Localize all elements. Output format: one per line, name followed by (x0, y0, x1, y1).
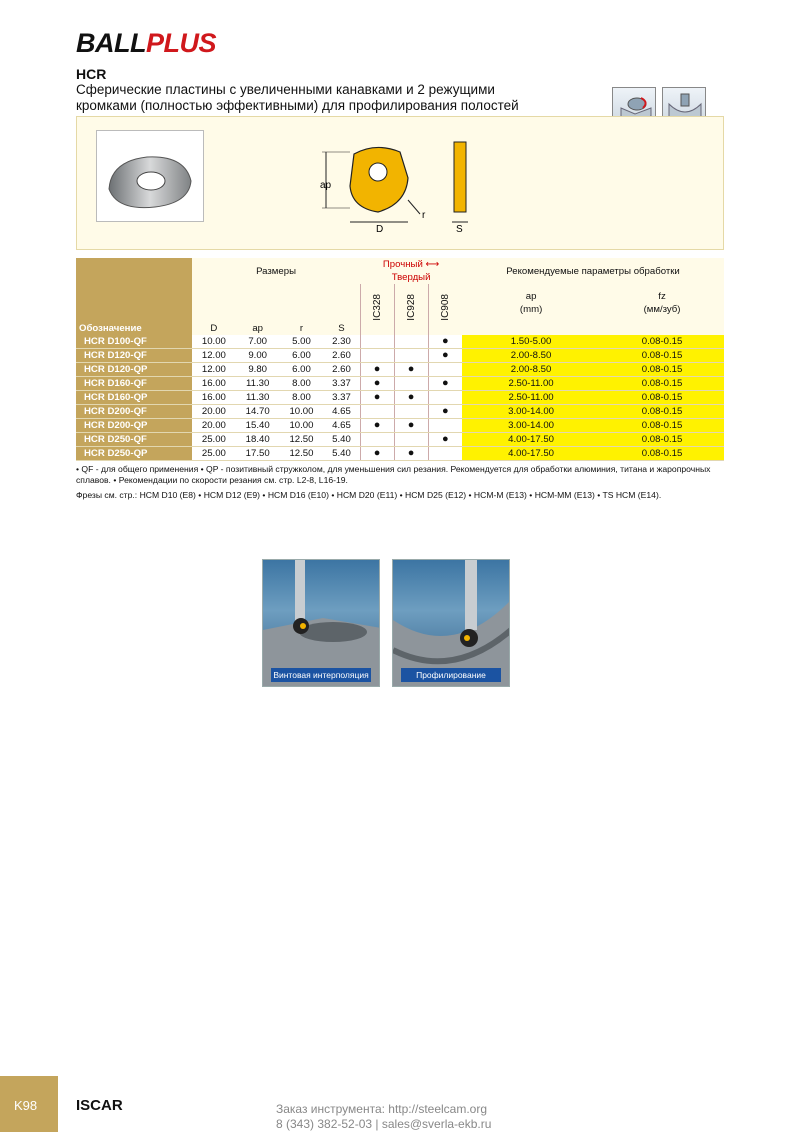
order-info (276, 1102, 491, 1132)
row-s: 3.37 (323, 391, 360, 405)
row-ap: 9.00 (236, 349, 280, 363)
row-grade-ic328 (360, 335, 394, 349)
row-d: 25.00 (192, 447, 236, 461)
row-code: HCR D160-QF (76, 377, 192, 391)
row-grade-ic928 (394, 349, 428, 363)
header-designation: Обозначение (76, 258, 192, 335)
row-code: HCR D250-QF (76, 433, 192, 447)
table-row (76, 419, 724, 433)
row-ap: 17.50 (236, 447, 280, 461)
row-ap-range: 2.00-8.50 (462, 349, 600, 363)
row-s: 2.30 (323, 335, 360, 349)
row-ap: 11.30 (236, 391, 280, 405)
row-s: 2.60 (323, 349, 360, 363)
row-grade-ic908: ● (428, 349, 462, 363)
grade-ic928: IC928 (405, 294, 417, 321)
row-ap-range: 2.00-8.50 (462, 363, 600, 377)
table-row (76, 391, 724, 405)
row-d: 16.00 (192, 377, 236, 391)
row-d: 10.00 (192, 335, 236, 349)
header-tough: Прочный (382, 259, 423, 270)
row-code: HCR D200-QF (76, 405, 192, 419)
row-r: 6.00 (280, 363, 324, 377)
table-row (76, 335, 724, 349)
order-url: Заказ инструмента: http://steelcam.org (276, 1102, 488, 1116)
cutter-references: Фрезы см. стр.: HCM D10 (E8) • HCM D12 (E9) • HCM D16 (E10) • HCM D20 (E11) • HCM D25 (E12) • HCM-M (E13) • HCM-MM (E13) • TS HCM (E14). (76, 490, 662, 500)
row-s: 4.65 (323, 419, 360, 433)
page-number: K98 (0, 1076, 58, 1132)
product-description: Сферические пластины с увеличенными канавками и 2 режущими кромками (полностью эффективными) для профилирования полостей (76, 82, 519, 113)
row-r: 5.00 (280, 335, 324, 349)
row-fz: 0.08-0.15 (600, 349, 724, 363)
row-d: 12.00 (192, 363, 236, 377)
table-row (76, 363, 724, 377)
notes: • QF - для общего применения • QP - позитивный стружколом, для уменьшения сил резания. Рекомендуется для обработки алюминия, титана и жаропрочных сплавов. • Рекомендации по скорости резания см. стр. L2-8, L16-19. (76, 464, 711, 485)
row-d: 16.00 (192, 391, 236, 405)
row-grade-ic908: ● (428, 405, 462, 419)
header-s: S (323, 322, 360, 335)
insert-photo (96, 130, 204, 222)
row-ap-range: 2.50-11.00 (462, 391, 600, 405)
row-r: 10.00 (280, 405, 324, 419)
table-row (76, 433, 724, 447)
row-grade-ic928: ● (394, 391, 428, 405)
row-fz: 0.08-0.15 (600, 363, 724, 377)
row-grade-ic908: ● (428, 377, 462, 391)
row-grade-ic928 (394, 377, 428, 391)
header-fz: fz (658, 291, 666, 302)
row-fz: 0.08-0.15 (600, 391, 724, 405)
row-grade-ic928: ● (394, 363, 428, 377)
row-fz: 0.08-0.15 (600, 335, 724, 349)
row-r: 8.00 (280, 377, 324, 391)
row-grade-ic908: ● (428, 433, 462, 447)
row-ap: 7.00 (236, 335, 280, 349)
row-grade-ic908: ● (428, 335, 462, 349)
row-s: 5.40 (323, 433, 360, 447)
label-ap: ap (320, 180, 332, 191)
row-fz: 0.08-0.15 (600, 433, 724, 447)
row-d: 12.00 (192, 349, 236, 363)
row-ap: 15.40 (236, 419, 280, 433)
row-ap: 14.70 (236, 405, 280, 419)
row-code: HCR D120-QF (76, 349, 192, 363)
profiling-image (392, 559, 510, 687)
label-r: r (422, 210, 426, 221)
row-d: 20.00 (192, 419, 236, 433)
company-name: ISCAR (76, 1097, 123, 1114)
row-s: 3.37 (323, 377, 360, 391)
row-grade-ic928 (394, 433, 428, 447)
row-ap-range: 3.00-14.00 (462, 405, 600, 419)
header-recommended: Рекомендуемые параметры обработки (462, 258, 724, 284)
row-grade-ic328 (360, 405, 394, 419)
header-ap-unit: ap (525, 291, 537, 302)
header-ap: ap (236, 322, 280, 335)
row-ap-range: 4.00-17.50 (462, 433, 600, 447)
header-r: r (280, 322, 324, 335)
row-grade-ic908 (428, 391, 462, 405)
grade-ic908: IC908 (439, 294, 451, 321)
row-r: 8.00 (280, 391, 324, 405)
order-contacts: 8 (343) 382-52-03 | sales@sverla-ekb.ru (276, 1117, 492, 1131)
row-ap-range: 4.00-17.50 (462, 447, 600, 461)
row-s: 5.40 (323, 447, 360, 461)
product-code: HCR (76, 66, 107, 82)
row-ap: 11.30 (236, 377, 280, 391)
row-grade-ic328: ● (360, 419, 394, 433)
spec-table: Обозначение Размеры Прочный ⟷ Твердый Рекомендуемые параметры обработки IC328 IC928 IC908 ap (mm) fz (мм/зуб) D ap r S HCR D100-QF 10.00 7.00 5.00 2.30 ● 1.50-5.00 0.08-0.15 HCR D120-QF 12.00 9.00 6.00 2.60 ● 2.00-8.50 0.08-0.15 HCR D120-QP 12.00 9.80 6.00 2.60 ● ● 2.00-8.50 0.08-0.15 HCR D160-QF 16.00 11.30 8.00 3.37 ● ● 2.50-11.00 0.08-0.15 HCR D160-QP 16.00 11.30 8.00 3.37 ● ● 2.50-11.00 0.08-0.15 HCR D200-QF 20.00 14.70 10.00 4.65 ● 3.00-14.00 0.08-0.15 HCR D200-QP 20.00 15.40 10.00 4.65 ● ● 3.00-14.00 0.08-0.15 HCR D250-QF 25.00 18.40 12.50 5.40 ● 4.00-17.50 0.08-0.15 HCR D250-QP 25.00 17.50 12.50 5.40 ● ● 4.00-17.50 0.08-0.15 (76, 258, 724, 461)
row-grade-ic928: ● (394, 419, 428, 433)
row-grade-ic908 (428, 447, 462, 461)
row-code: HCR D250-QP (76, 447, 192, 461)
row-grade-ic328: ● (360, 447, 394, 461)
header-hard: Твердый (391, 272, 431, 283)
brand-logo: BALLPLUS (76, 28, 216, 58)
insert-drawing (316, 138, 486, 236)
row-fz: 0.08-0.15 (600, 447, 724, 461)
caption-helical: Винтовая интерполяция (271, 668, 371, 682)
table-row (76, 349, 724, 363)
label-d: D (376, 224, 384, 235)
row-fz: 0.08-0.15 (600, 419, 724, 433)
row-grade-ic328 (360, 433, 394, 447)
row-ap-range: 1.50-5.00 (462, 335, 600, 349)
row-grade-ic328 (360, 349, 394, 363)
row-s: 2.60 (323, 363, 360, 377)
row-s: 4.65 (323, 405, 360, 419)
row-ap: 18.40 (236, 433, 280, 447)
header-dimensions: Размеры (192, 258, 360, 284)
row-code: HCR D100-QF (76, 335, 192, 349)
row-ap-range: 3.00-14.00 (462, 419, 600, 433)
helical-interpolation-image (262, 559, 380, 687)
row-fz: 0.08-0.15 (600, 377, 724, 391)
row-grade-ic328: ● (360, 391, 394, 405)
row-d: 20.00 (192, 405, 236, 419)
row-r: 10.00 (280, 419, 324, 433)
caption-profiling: Профилирование (401, 668, 501, 682)
row-d: 25.00 (192, 433, 236, 447)
row-r: 12.50 (280, 433, 324, 447)
row-grade-ic928 (394, 335, 428, 349)
row-grade-ic928 (394, 405, 428, 419)
row-ap: 9.80 (236, 363, 280, 377)
row-r: 6.00 (280, 349, 324, 363)
row-grade-ic328: ● (360, 377, 394, 391)
table-row (76, 447, 724, 461)
table-row (76, 377, 724, 391)
row-grade-ic908 (428, 419, 462, 433)
row-code: HCR D160-QP (76, 391, 192, 405)
label-s: S (456, 224, 463, 235)
table-row (76, 405, 724, 419)
row-code: HCR D120-QP (76, 363, 192, 377)
row-ap-range: 2.50-11.00 (462, 377, 600, 391)
spec-rows (76, 335, 724, 461)
row-grade-ic928: ● (394, 447, 428, 461)
row-code: HCR D200-QP (76, 419, 192, 433)
row-fz: 0.08-0.15 (600, 405, 724, 419)
grade-ic328: IC328 (371, 294, 383, 321)
row-grade-ic908 (428, 363, 462, 377)
header-d: D (192, 322, 236, 335)
row-r: 12.50 (280, 447, 324, 461)
row-grade-ic328: ● (360, 363, 394, 377)
